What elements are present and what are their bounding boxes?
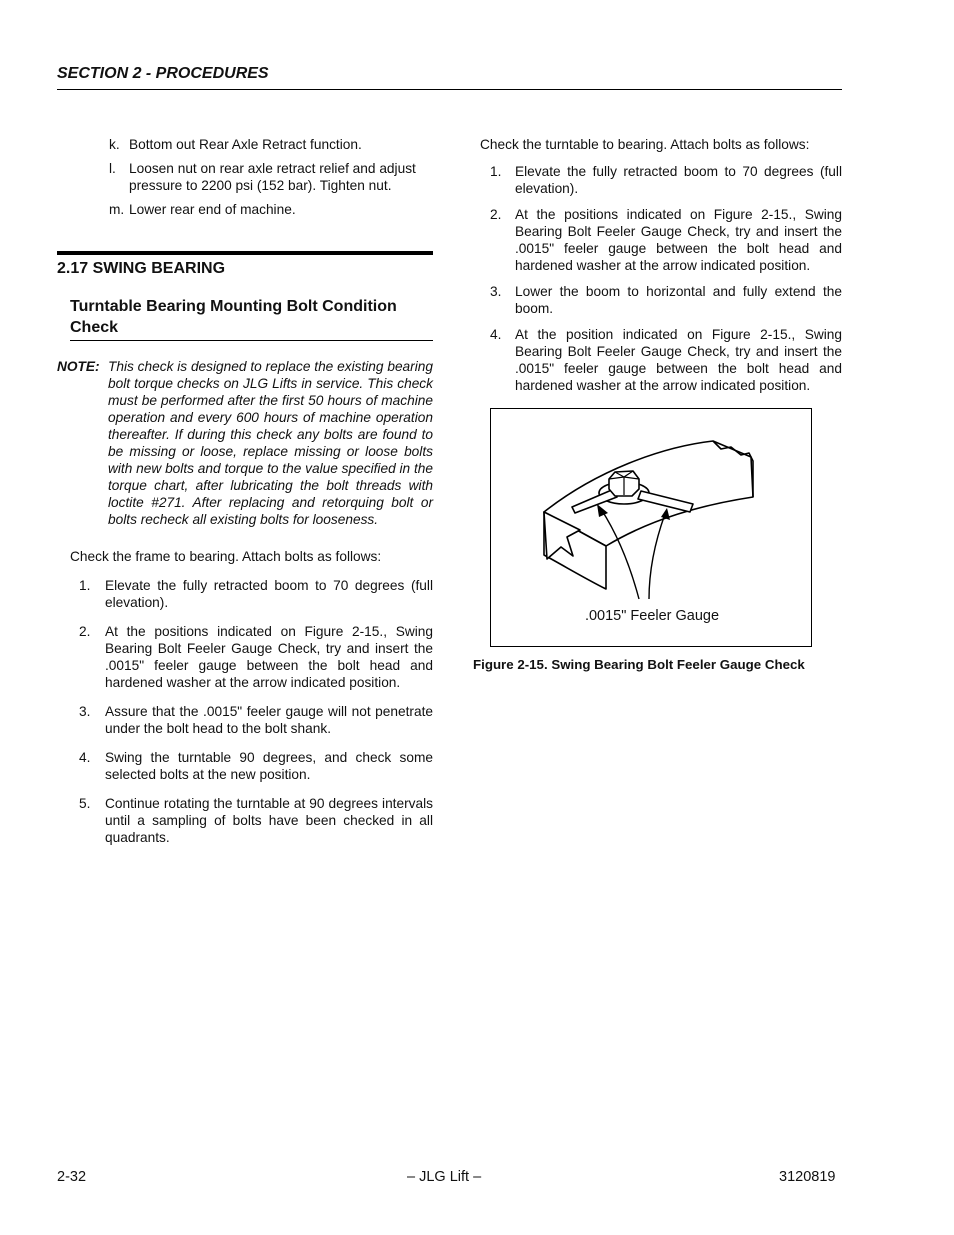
list-item [490, 163, 842, 197]
item-text: At the positions indicated on Figure 2-15., Swing Bearing Bolt Feeler Gauge Check, try and insert the .0015" feeler gauge between the bolt head and hardened washer at the arrow indicated position. [515, 207, 842, 273]
item-number: 2. [79, 624, 91, 639]
note-text: This check is designed to replace the existing bearing bolt torque checks on JLG Lifts in service. This check must be performed after the first 50 hours of machine operation and every 600 hours of machine operation thereafter. If during this check any bolts are found to be missing or loose, replace missing or loose bolts with new bolts and torque to the value specified in the torque chart, after lubricating the bolt threads with loctite #271. After replacing and retorquing bolt or bolts recheck all existing bolts for looseness. [108, 359, 433, 527]
figure-frame [490, 408, 812, 647]
step-label: m. [109, 202, 125, 217]
figure-caption: Figure 2-15. Swing Bearing Bolt Feeler Gauge Check [473, 657, 805, 672]
step-text: Lower rear end of machine. [129, 202, 296, 217]
frame-check-intro: Check the frame to bearing. Attach bolts as follows: [70, 549, 382, 564]
item-number: 3. [490, 284, 502, 299]
note-label: NOTE: [57, 359, 100, 374]
header-rule [57, 89, 842, 90]
item-text: At the positions indicated on Figure 2-15., Swing Bearing Bolt Feeler Gauge Check, try and insert the .0015" feeler gauge between the bolt head and hardened washer at the arrow indicated position. [105, 624, 433, 690]
list-item [79, 795, 433, 846]
lettered-step-k [109, 136, 433, 153]
note-block [57, 358, 433, 528]
item-number: 3. [79, 704, 91, 719]
document-number: 3120819 [779, 1169, 836, 1185]
item-number: 1. [79, 578, 91, 593]
list-item [79, 577, 433, 611]
item-text: At the position indicated on Figure 2-15., Swing Bearing Bolt Feeler Gauge Check, try and insert the .0015" feeler gauge between the bolt head and hardened washer at the arrow indicated position. [515, 327, 842, 393]
item-number: 5. [79, 796, 91, 811]
item-number: 4. [490, 327, 502, 342]
step-label: l. [109, 161, 116, 176]
step-text: Bottom out Rear Axle Retract function. [129, 137, 362, 152]
item-text: Continue rotating the turntable at 90 degrees intervals until a sampling of bolts have been checked in all quadrants. [105, 796, 433, 845]
turntable-check-steps [490, 163, 842, 394]
list-item [490, 326, 842, 394]
subsection-rule [70, 340, 433, 341]
item-number: 1. [490, 164, 502, 179]
list-item [79, 703, 433, 737]
page-number: 2-32 [57, 1169, 87, 1185]
item-number: 4. [79, 750, 91, 765]
list-item [490, 283, 842, 317]
step-text: Loosen nut on rear axle retract relief and adjust pressure to 2200 psi (152 bar). Tighten nut. [129, 161, 416, 193]
list-item [79, 623, 433, 691]
left-column [57, 136, 433, 858]
item-text: Assure that the .0015" feeler gauge will not penetrate under the bolt head to the bolt shank. [105, 704, 433, 736]
frame-check-steps [79, 577, 433, 846]
item-text: Elevate the fully retracted boom to 70 degrees (full elevation). [515, 164, 842, 196]
step-label: k. [109, 137, 120, 152]
list-item [490, 206, 842, 274]
lettered-step-m [109, 201, 433, 218]
item-text: Elevate the fully retracted boom to 70 degrees (full elevation). [105, 578, 433, 610]
turntable-check-intro: Check the turntable to bearing. Attach bolts as follows: [480, 137, 810, 152]
subsection-title: Turntable Bearing Mounting Bolt Condition Check [70, 298, 397, 336]
item-number: 2. [490, 207, 502, 222]
item-text: Lower the boom to horizontal and fully extend the boom. [515, 284, 842, 316]
section-header: SECTION 2 - PROCEDURES [57, 65, 269, 82]
item-text: Swing the turntable 90 degrees, and check some selected bolts at the new position. [105, 750, 433, 782]
figure-label: .0015" Feeler Gauge [584, 608, 720, 624]
section-title: 2.17 SWING BEARING [57, 260, 226, 277]
section-rule [57, 251, 433, 255]
footer-brand: – JLG Lift – [407, 1169, 482, 1185]
list-item [79, 749, 433, 783]
lettered-step-l [109, 160, 433, 194]
right-column [480, 136, 842, 403]
